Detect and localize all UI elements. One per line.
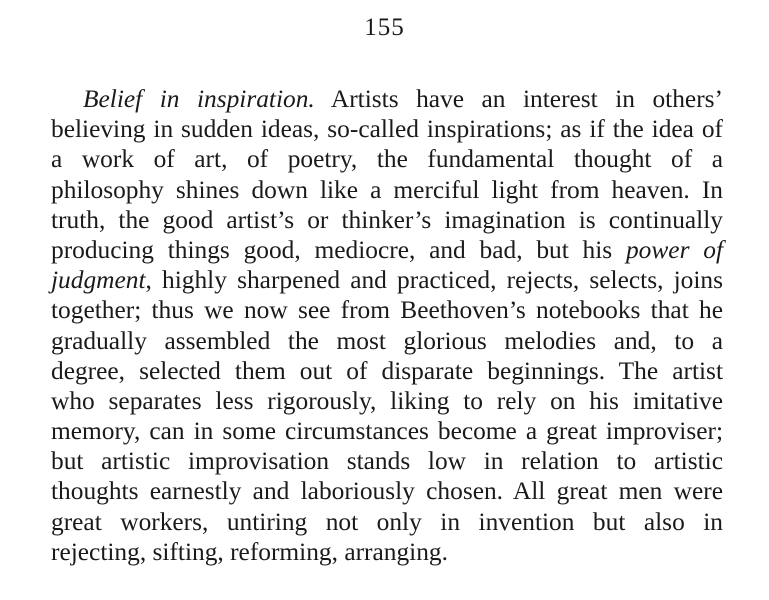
text-line bbox=[51, 537, 723, 567]
text-line-content bbox=[51, 476, 723, 506]
text-run: together; thus we now see from Beethoven’s notebooks that he bbox=[51, 296, 723, 325]
text-line-content bbox=[51, 537, 723, 567]
text-line-content bbox=[51, 446, 723, 476]
text-run: believing in sudden ideas, so-called inspirations; as if the idea of bbox=[51, 115, 723, 144]
text-run: producing things good, mediocre, and bad, but his bbox=[51, 235, 626, 264]
text-line bbox=[51, 114, 723, 144]
text-line-content bbox=[51, 356, 723, 386]
text-line-content bbox=[51, 386, 723, 416]
text-line-content bbox=[51, 114, 723, 144]
text-line bbox=[51, 356, 723, 386]
text-line-content bbox=[51, 235, 723, 265]
text-line bbox=[51, 507, 723, 537]
text-line bbox=[51, 235, 723, 265]
text-line bbox=[51, 476, 723, 506]
text-run: thoughts earnestly and laboriously chosen. All great men were bbox=[51, 477, 723, 506]
text-line bbox=[51, 175, 723, 205]
page-number: 155 bbox=[364, 14, 405, 41]
text-line-content bbox=[51, 175, 723, 205]
text-line bbox=[51, 265, 723, 295]
text-line bbox=[51, 326, 723, 356]
text-run: but artistic improvisation stands low in relation to artistic bbox=[51, 447, 723, 476]
text-line bbox=[51, 386, 723, 416]
text-run: great workers, untiring not only in invention but also in bbox=[51, 507, 723, 536]
text-run: degree, selected them out of disparate beginnings. The artist bbox=[51, 356, 723, 385]
text-line-content bbox=[51, 84, 723, 114]
text-line-content bbox=[51, 295, 723, 325]
text-line bbox=[51, 144, 723, 174]
text-line-content bbox=[51, 144, 723, 174]
aphorism-title: Belief in inspiration. bbox=[83, 85, 315, 113]
emphasized-text: power of bbox=[625, 235, 723, 264]
text-run: memory, can in some circumstances become a great improviser; bbox=[51, 417, 723, 446]
text-run: philosophy shines down like a merciful light from heaven. In bbox=[51, 175, 723, 204]
text-line bbox=[51, 84, 723, 114]
text-run: truth, the good artist’s or thinker’s imagination is continually bbox=[51, 205, 723, 234]
text-line bbox=[51, 416, 723, 446]
text-run: who separates less rigorously, liking to rely on his imitative bbox=[51, 386, 723, 415]
text-line bbox=[51, 446, 723, 476]
text-line bbox=[51, 205, 723, 235]
text-line bbox=[51, 295, 723, 325]
text-run: , highly sharpened and practiced, rejects, selects, joins bbox=[145, 266, 723, 295]
text-run: gradually assembled the most glorious melodies and, to a bbox=[51, 326, 723, 355]
aphorism-paragraph bbox=[51, 84, 723, 567]
text-run: a work of art, of poetry, the fundamental thought of a bbox=[51, 145, 723, 174]
text-run: Artists have an interest in others’ bbox=[314, 85, 723, 113]
emphasized-text: judgment bbox=[51, 266, 146, 295]
text-line-content bbox=[51, 205, 723, 235]
text-line-content bbox=[51, 326, 723, 356]
text-line-content bbox=[51, 416, 723, 446]
text-line-content bbox=[51, 265, 723, 295]
text-run: rejecting, sifting, reforming, arranging. bbox=[51, 537, 448, 566]
text-line-content bbox=[51, 507, 723, 537]
